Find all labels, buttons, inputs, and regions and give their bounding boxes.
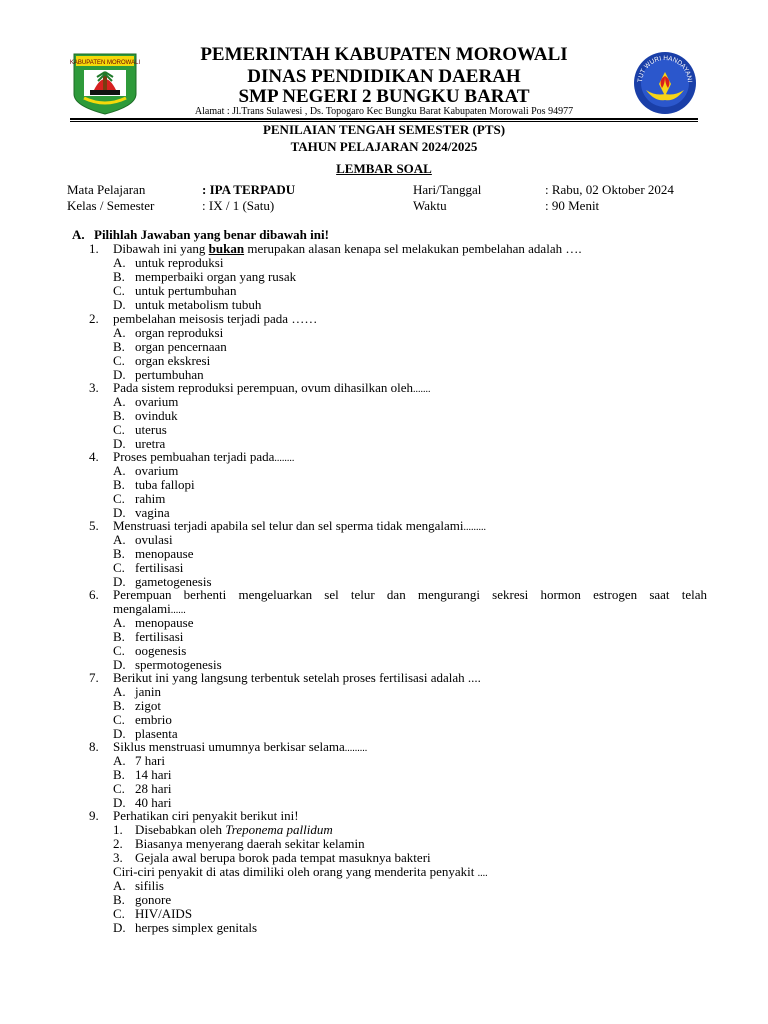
option-text: untuk metabolism tubuh [135,297,262,312]
question-number: 1. [89,241,99,256]
option-text: 40 hari [135,795,172,810]
time-label: Waktu [413,198,447,213]
option-text: zigot [135,698,161,713]
option-text: sifilis [135,878,164,893]
question-number: 2. [89,311,99,326]
option-text: tuba fallopi [135,477,195,492]
option-letter: A. [113,878,126,893]
option-letter: A. [113,463,126,478]
option-letter: B. [113,546,125,561]
header-address: Alamat : Jl.Trans Sulawesi , Ds. Topogaro Kec Bungku Barat Kabupaten Morowali Pos 94977 [194,106,574,117]
option-letter: C. [113,491,125,506]
option-text: uterus [135,422,167,437]
option-letter: D. [113,657,126,672]
date-label: Hari/Tanggal [413,182,482,197]
option-letter: B. [113,477,125,492]
class-value: : IX / 1 (Satu) [202,198,275,213]
option-letter: B. [113,767,125,782]
subitem-text: Biasanya menyerang daerah sekitar kelamin [135,836,365,851]
question-number: 4. [89,449,99,464]
option-letter: C. [113,781,125,796]
option-letter: B. [113,339,125,354]
option-text: oogenesis [135,643,187,658]
option-letter: D. [113,920,126,935]
option-letter: C. [113,560,125,575]
option-letter: B. [113,892,125,907]
option-letter: B. [113,698,125,713]
question-text: pembelahan meisosis terjadi pada …… [113,311,318,326]
option-text: vagina [135,505,170,520]
option-text: ovarium [135,394,179,409]
option-text: ovinduk [135,408,178,423]
option-letter: C. [113,353,125,368]
section-label: A. [72,227,85,242]
header-school: SMP NEGERI 2 BUNGKU BARAT [238,86,530,107]
logo-left-text: KABUPATEN MOROWALI [70,60,140,66]
option-text: spermotogenesis [135,657,222,672]
question-text-continued: mengalami...... [113,601,186,616]
academic-year: TAHUN PELAJARAN 2024/2025 [290,139,478,154]
date-value: : Rabu, 02 Oktober 2024 [545,182,674,197]
option-text: fertilisasi [135,560,184,575]
subitem-number: 1. [113,822,123,837]
option-text: 7 hari [135,753,165,768]
option-letter: D. [113,574,126,589]
logo-right-text: TUT WURI HANDAYANI [636,54,694,83]
option-text: menopause [135,546,194,561]
header-divider-thick [70,118,698,120]
class-label: Kelas / Semester [67,198,155,213]
option-text: organ ekskresi [135,353,211,368]
option-text: uretra [135,436,166,451]
question-text: Pada sistem reproduksi perempuan, ovum dihasilkan oleh....... [113,380,431,395]
option-letter: C. [113,906,125,921]
option-text: organ pencernaan [135,339,227,354]
option-text: ovarium [135,463,179,478]
option-letter: D. [113,505,126,520]
exam-title: PENILAIAN TENGAH SEMESTER (PTS) [262,122,506,137]
option-text: pertumbuhan [135,367,204,382]
option-text: gametogenesis [135,574,212,589]
option-letter: A. [113,255,126,270]
option-letter: B. [113,408,125,423]
emphasis-word: bukan [208,241,245,256]
option-text: ovulasi [135,532,173,547]
option-text: menopause [135,615,194,630]
option-letter: A. [113,532,126,547]
option-letter: A. [113,394,126,409]
option-letter: A. [113,615,126,630]
option-letter: A. [113,684,126,699]
option-letter: C. [113,712,125,727]
question-text: Dibawah ini yang bukan merupakan alasan kenapa sel melakukan pembelahan adalah …. [113,241,582,256]
option-text: janin [135,684,161,699]
option-text: rahim [135,491,166,506]
option-text: memperbaiki organ yang rusak [135,269,297,284]
question-number: 6. [89,587,99,602]
question-number: 9. [89,808,99,823]
time-value: : 90 Menit [545,198,600,213]
option-letter: D. [113,367,126,382]
option-letter: A. [113,753,126,768]
header-government: PEMERINTAH KABUPATEN MOROWALI [200,44,568,65]
subject-label: Mata Pelajaran [67,182,146,197]
question-number: 7. [89,670,99,685]
option-text: plasenta [135,726,178,741]
subject-value: : IPA TERPADU [202,182,296,197]
sheet-title: LEMBAR SOAL [336,161,432,176]
subitem-text: Disebabkan oleh Treponema pallidum [135,822,333,837]
option-text: organ reproduksi [135,325,224,340]
section-instruction: Pilihlah Jawaban yang benar dibawah ini! [94,227,329,242]
option-text: 28 hari [135,781,172,796]
option-text: gonore [135,892,172,907]
option-letter: C. [113,422,125,437]
option-letter: D. [113,726,126,741]
question-number: 5. [89,518,99,533]
option-text: embrio [135,712,172,727]
question-text: Proses pembuahan terjadi pada........ [113,449,295,464]
option-letter: D. [113,297,126,312]
option-letter: D. [113,795,126,810]
question-number: 3. [89,380,99,395]
option-text: untuk reproduksi [135,255,224,270]
option-text: fertilisasi [135,629,184,644]
header-department: DINAS PENDIDIKAN DAERAH [247,66,521,87]
option-letter: B. [113,269,125,284]
option-text: untuk pertumbuhan [135,283,237,298]
question-text: Menstruasi terjadi apabila sel telur dan sel sperma tidak mengalami......... [113,518,487,533]
question-text: Perempuan berhenti mengeluarkan sel telur dan mengurangi sekresi hormon estrogen saat telah [113,587,707,602]
option-text: herpes simplex genitals [135,920,258,935]
option-letter: A. [113,325,126,340]
subitem-number: 2. [113,836,123,851]
question-text: Siklus menstruasi umumnya berkisar selama......... [113,739,368,754]
question-text-continued: Ciri-ciri penyakit di atas dimiliki oleh orang yang menderita penyakit .... [113,864,488,879]
subitem-number: 3. [113,850,123,865]
option-letter: B. [113,629,125,644]
subitem-text: Gejala awal berupa borok pada tempat masuknya bakteri [135,850,431,865]
question-text: Berikut ini yang langsung terbentuk setelah proses fertilisasi adalah .... [113,670,481,685]
question-number: 8. [89,739,99,754]
option-letter: C. [113,283,125,298]
option-letter: C. [113,643,125,658]
question-text: Perhatikan ciri penyakit berikut ini! [113,808,299,823]
option-text: 14 hari [135,767,172,782]
option-text: HIV/AIDS [135,906,193,921]
option-letter: D. [113,436,126,451]
